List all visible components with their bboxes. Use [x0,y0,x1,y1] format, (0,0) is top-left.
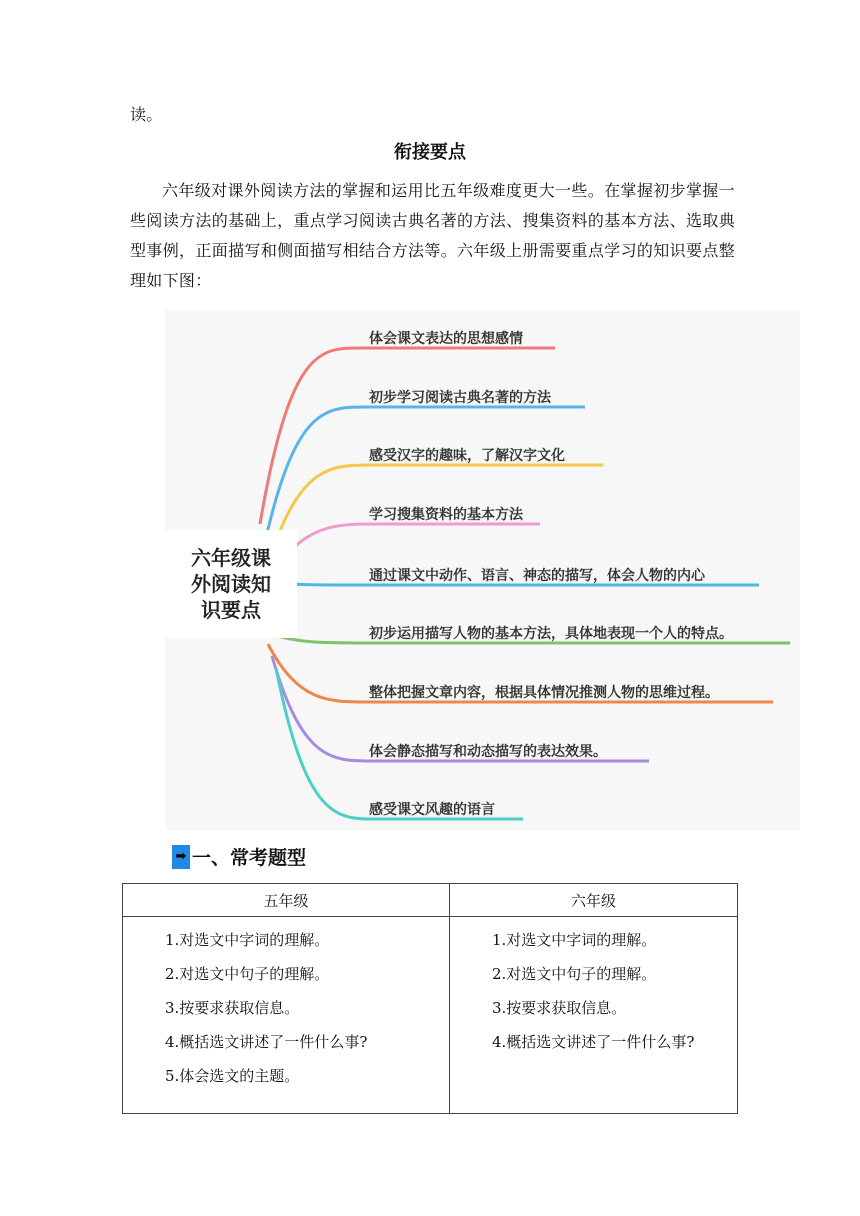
branch-label: 初步运用描写人物的基本方法，具体地表现一个人的特点。 [369,626,733,642]
branch-line [278,524,540,566]
list-item: 1.对选文中字词的理解。 [492,931,657,949]
branch-label: 感受课文风趣的语言 [369,802,495,818]
header-grade6: 六年级 [450,884,738,917]
table-row [123,917,738,1114]
section-title [172,843,306,870]
branch-label: 体会静态描写和动态描写的表达效果。 [369,744,607,760]
grade6-cell [450,917,738,1114]
list-item: 3.按要求获取信息。 [492,999,627,1017]
branch-label: 整体把握文章内容，根据具体情况推测人物的思维过程。 [369,685,719,701]
section-heading: 衔接要点 [394,142,466,163]
grade5-cell [123,917,450,1114]
lead-text: 读。 [130,105,163,124]
section-title-text: 一、常考题型 [192,847,307,869]
mind-map-center: 六年级课外阅读知识要点 [165,530,297,638]
branch-label: 初步学习阅读古典名著的方法 [369,390,551,406]
list-item: 3.按要求获取信息。 [165,999,300,1017]
list-item: 4.概括选文讲述了一件什么事? [492,1033,695,1051]
list-item: 2.对选文中句子的理解。 [492,965,657,983]
mind-map [165,310,800,830]
list-item: 1.对选文中字词的理解。 [165,931,330,949]
arrow-icon: ➡ [172,845,190,869]
branch-line [260,348,555,524]
branch-label: 通过课文中动作、语言、神态的描写，体会人物的内心 [369,568,705,584]
list-item: 5.体会选文的主题。 [165,1067,300,1085]
list-item: 4.概括选文讲述了一件什么事? [165,1033,368,1051]
branch-label: 学习搜集资料的基本方法 [369,507,523,523]
branch-label: 体会课文表达的思想感情 [369,331,523,347]
question-types-table [122,883,738,1114]
list-item: 2.对选文中句子的理解。 [165,965,330,983]
header-grade5: 五年级 [123,884,450,917]
intro-paragraph: 六年级对课外阅读方法的掌握和运用比五年级难度更大一些。在掌握初步掌握一些阅读方法的基础上，重点学习阅读古典名著的方法、搜集资料的基本方法、选取典型事例，正面描写和侧面描写相结合方法等。六年级上册需要重点学习的知识要点整理如下图： [130,181,735,290]
table-header-row [123,884,738,917]
branch-label: 感受汉字的趣味，了解汉字文化 [369,448,565,464]
